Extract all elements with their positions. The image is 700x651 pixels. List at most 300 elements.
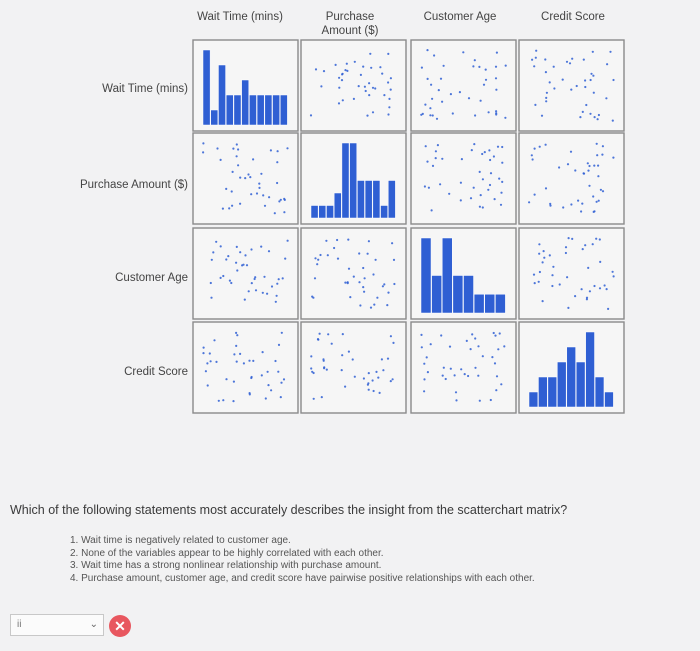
scatter-point bbox=[276, 161, 278, 163]
scatter-point bbox=[421, 346, 423, 348]
scatter-point bbox=[482, 178, 484, 180]
scatter-point bbox=[494, 198, 496, 200]
scatter-point bbox=[323, 366, 325, 368]
histogram-bar bbox=[586, 332, 595, 407]
scatter-point bbox=[220, 277, 222, 279]
scatter-point bbox=[551, 285, 553, 287]
scatter-point bbox=[545, 71, 547, 73]
scatter-point bbox=[493, 332, 495, 334]
scatter-point bbox=[590, 79, 592, 81]
scatter-point bbox=[338, 102, 340, 104]
scatter-point bbox=[222, 399, 224, 401]
matrix-cell bbox=[519, 228, 624, 319]
scatter-point bbox=[392, 342, 394, 344]
scatter-point bbox=[431, 98, 433, 100]
scatter-point bbox=[542, 261, 544, 263]
scatter-point bbox=[549, 254, 551, 256]
scatter-point bbox=[362, 66, 364, 68]
scatter-point bbox=[552, 266, 554, 268]
scatter-point bbox=[222, 275, 224, 277]
scatter-point bbox=[231, 190, 233, 192]
histogram-bar bbox=[453, 276, 463, 314]
scatter-point bbox=[276, 283, 278, 285]
scatter-point bbox=[390, 77, 392, 79]
row-label: Credit Score bbox=[124, 366, 188, 378]
scatter-point bbox=[278, 344, 280, 346]
scatter-point bbox=[320, 85, 322, 87]
scatter-point bbox=[280, 396, 282, 398]
histogram-bar bbox=[495, 294, 505, 313]
scatter-point bbox=[243, 362, 245, 364]
scatter-point bbox=[220, 245, 222, 247]
scatter-point bbox=[586, 298, 588, 300]
scatter-point bbox=[246, 264, 248, 266]
scatter-point bbox=[260, 246, 262, 248]
scatter-point bbox=[390, 89, 392, 91]
scatter-point bbox=[286, 147, 288, 149]
scatter-point bbox=[239, 251, 241, 253]
scatter-point bbox=[344, 69, 346, 71]
scatter-point bbox=[485, 79, 487, 81]
scatter-point bbox=[581, 288, 583, 290]
scatter-point bbox=[341, 354, 343, 356]
scatter-point bbox=[581, 203, 583, 205]
scatter-point bbox=[237, 148, 239, 150]
answer-options bbox=[70, 535, 535, 585]
scatter-point bbox=[379, 66, 381, 68]
scatter-point bbox=[461, 158, 463, 160]
scatter-point bbox=[319, 333, 321, 335]
scatter-point bbox=[275, 301, 277, 303]
scatter-point bbox=[584, 244, 586, 246]
scatter-point bbox=[582, 248, 584, 250]
scatter-point bbox=[393, 283, 395, 285]
scatter-point bbox=[495, 77, 497, 79]
scatter-point bbox=[606, 63, 608, 65]
scatter-point bbox=[372, 273, 374, 275]
scatter-point bbox=[587, 267, 589, 269]
scatter-point bbox=[496, 375, 498, 377]
scatter-point bbox=[235, 332, 237, 334]
scatter-point bbox=[584, 86, 586, 88]
scatter-point bbox=[485, 69, 487, 71]
scatter-point bbox=[263, 276, 265, 278]
scatter-point bbox=[534, 194, 536, 196]
scatter-point bbox=[426, 49, 428, 51]
scatter-point bbox=[335, 64, 337, 66]
scatter-point bbox=[317, 259, 319, 261]
scatter-point bbox=[428, 187, 430, 189]
scatter-point bbox=[480, 100, 482, 102]
scatter-point bbox=[333, 247, 335, 249]
scatter-point bbox=[251, 282, 253, 284]
scatter-point bbox=[218, 400, 220, 402]
matrix-cell bbox=[411, 40, 516, 131]
scatter-point bbox=[341, 79, 343, 81]
scatter-point bbox=[559, 283, 561, 285]
scatter-point bbox=[592, 51, 594, 53]
scatter-point bbox=[590, 73, 592, 75]
histogram-bar bbox=[365, 181, 372, 219]
scatter-point bbox=[368, 82, 370, 84]
scatter-point bbox=[321, 396, 323, 398]
scatter-point bbox=[533, 65, 535, 67]
scatter-point bbox=[489, 184, 491, 186]
scatter-point bbox=[420, 334, 422, 336]
scatter-point bbox=[533, 274, 535, 276]
scatter-point bbox=[424, 185, 426, 187]
scatter-point bbox=[474, 114, 476, 116]
scatter-point bbox=[474, 337, 476, 339]
scatter-point bbox=[387, 53, 389, 55]
scatter-point bbox=[607, 308, 609, 310]
scatter-point bbox=[604, 284, 606, 286]
scatter-point bbox=[442, 375, 444, 377]
scatter-point bbox=[368, 94, 370, 96]
scatter-point bbox=[454, 374, 456, 376]
matrix-cell bbox=[193, 322, 298, 413]
scatter-point bbox=[220, 159, 222, 161]
row-label: Wait Time (mins) bbox=[102, 83, 188, 95]
scatter-point bbox=[605, 97, 607, 99]
scatter-point bbox=[314, 277, 316, 279]
scatter-point bbox=[460, 182, 462, 184]
scatter-point bbox=[342, 333, 344, 335]
scatter-point bbox=[487, 189, 489, 191]
scatter-point bbox=[210, 297, 212, 299]
scatter-point bbox=[233, 353, 235, 355]
scatter-point bbox=[247, 173, 249, 175]
scatter-point bbox=[323, 360, 325, 362]
chevron-down-icon: ⌄ bbox=[89, 619, 98, 630]
scatter-point bbox=[283, 378, 285, 380]
scatter-point bbox=[538, 243, 540, 245]
scatter-point bbox=[377, 377, 379, 379]
scatter-point bbox=[354, 376, 356, 378]
histogram-bar bbox=[226, 95, 233, 125]
scatter-point bbox=[462, 51, 464, 53]
scatter-point bbox=[282, 277, 284, 279]
scatter-point bbox=[313, 398, 315, 400]
matrix-cell bbox=[411, 322, 516, 413]
histogram-bar bbox=[421, 238, 431, 313]
histogram-bar bbox=[242, 80, 249, 125]
scatter-point bbox=[278, 200, 280, 202]
scatter-point bbox=[225, 188, 227, 190]
scatter-point bbox=[435, 150, 437, 152]
scatter-point bbox=[539, 146, 541, 148]
scatter-point bbox=[344, 282, 346, 284]
scatter-point bbox=[354, 61, 356, 63]
scatter-point bbox=[431, 209, 433, 211]
scatter-point bbox=[443, 367, 445, 369]
histogram-bar bbox=[381, 206, 388, 219]
scatter-point bbox=[425, 145, 427, 147]
scatter-point bbox=[429, 114, 431, 116]
scatter-point bbox=[387, 358, 389, 360]
scatter-point bbox=[390, 335, 392, 337]
scatter-point bbox=[203, 347, 205, 349]
scatter-point bbox=[233, 381, 235, 383]
scatter-point bbox=[248, 290, 250, 292]
scatter-point bbox=[209, 352, 211, 354]
scatter-point bbox=[460, 368, 462, 370]
histogram-bar bbox=[319, 206, 326, 219]
scatter-point bbox=[474, 367, 476, 369]
scatter-point bbox=[528, 201, 530, 203]
scatter-point bbox=[225, 378, 227, 380]
answer-select-value: ii bbox=[17, 619, 22, 630]
scatter-point bbox=[228, 207, 230, 209]
scatter-point bbox=[549, 81, 551, 83]
scatter-point bbox=[587, 170, 589, 172]
histogram-bar bbox=[576, 362, 585, 407]
scatter-point bbox=[346, 63, 348, 65]
scatter-point bbox=[612, 157, 614, 159]
scatter-point bbox=[597, 175, 599, 177]
scatter-point bbox=[368, 240, 370, 242]
scatter-point bbox=[313, 372, 315, 374]
scatter-point bbox=[310, 355, 312, 357]
scatter-point bbox=[491, 356, 493, 358]
scatter-point bbox=[495, 110, 497, 112]
scatter-point bbox=[362, 267, 364, 269]
scatter-point bbox=[599, 287, 601, 289]
scatter-point bbox=[375, 259, 377, 261]
histogram-bar bbox=[280, 95, 287, 125]
scatter-point bbox=[388, 106, 390, 108]
scatter-point bbox=[382, 369, 384, 371]
scatter-point bbox=[535, 57, 537, 59]
scatter-point bbox=[266, 293, 268, 295]
scatter-point bbox=[441, 158, 443, 160]
scatter-point bbox=[331, 343, 333, 345]
scatter-point bbox=[235, 345, 237, 347]
scatter-point bbox=[268, 196, 270, 198]
scatter-point bbox=[372, 111, 374, 113]
scatter-point bbox=[207, 384, 209, 386]
scatter-point bbox=[534, 104, 536, 106]
scatter-point bbox=[239, 353, 241, 355]
scatter-point bbox=[215, 361, 217, 363]
scatter-point bbox=[316, 263, 318, 265]
scatter-point bbox=[310, 114, 312, 116]
histogram-bar bbox=[342, 143, 349, 218]
scatter-point bbox=[490, 399, 492, 401]
scatter-point bbox=[367, 384, 369, 386]
histogram-bar bbox=[557, 362, 566, 407]
scatter-point bbox=[353, 98, 355, 100]
histogram-bar bbox=[373, 181, 380, 219]
histogram-bar bbox=[326, 206, 333, 219]
scatter-point bbox=[477, 375, 479, 377]
answer-select[interactable] bbox=[10, 614, 104, 636]
scatter-point bbox=[579, 116, 581, 118]
scatter-point bbox=[436, 118, 438, 120]
scatter-point bbox=[422, 113, 424, 115]
scatter-point bbox=[567, 163, 569, 165]
scatter-point bbox=[545, 100, 547, 102]
scatter-point bbox=[612, 120, 614, 122]
scatter-point bbox=[336, 239, 338, 241]
scatter-point bbox=[429, 107, 431, 109]
scatter-point bbox=[264, 205, 266, 207]
scatter-point bbox=[546, 92, 548, 94]
scatter-point bbox=[562, 79, 564, 81]
scatter-point bbox=[236, 334, 238, 336]
scatter-point bbox=[541, 115, 543, 117]
scatter-point bbox=[368, 389, 370, 391]
scatter-point bbox=[544, 58, 546, 60]
scatter-point bbox=[364, 277, 366, 279]
scatter-point bbox=[277, 150, 279, 152]
scatter-point bbox=[455, 391, 457, 393]
scatter-point bbox=[582, 111, 584, 113]
scatter-point bbox=[338, 77, 340, 79]
scatter-point bbox=[381, 73, 383, 75]
scatter-point bbox=[426, 161, 428, 163]
histogram-bar bbox=[474, 294, 484, 313]
scatter-point bbox=[551, 274, 553, 276]
scatter-point bbox=[387, 113, 389, 115]
scatter-point bbox=[448, 193, 450, 195]
scatter-point bbox=[553, 87, 555, 89]
histogram-bar bbox=[432, 276, 442, 314]
histogram-bar bbox=[595, 377, 604, 407]
scatter-point bbox=[372, 379, 374, 381]
scatter-point bbox=[596, 154, 598, 156]
scatter-point bbox=[372, 87, 374, 89]
x-icon: ✕ bbox=[109, 615, 131, 637]
scatter-point bbox=[495, 113, 497, 115]
scatter-point bbox=[468, 97, 470, 99]
scatter-point bbox=[576, 85, 578, 87]
scatter-point bbox=[500, 383, 502, 385]
scatter-point bbox=[262, 351, 264, 353]
scatter-point bbox=[571, 238, 573, 240]
scatter-point bbox=[390, 380, 392, 382]
scatter-point bbox=[498, 178, 500, 180]
scatter-point bbox=[593, 285, 595, 287]
scatter-point bbox=[538, 253, 540, 255]
scatter-point bbox=[440, 334, 442, 336]
scatter-point bbox=[244, 177, 246, 179]
scatter-point bbox=[212, 251, 214, 253]
scatter-point bbox=[274, 212, 276, 214]
scatter-point bbox=[265, 397, 267, 399]
scatter-point bbox=[326, 369, 328, 371]
scatter-point bbox=[327, 333, 329, 335]
scatter-point bbox=[267, 384, 269, 386]
scatter-point bbox=[598, 200, 600, 202]
histogram-bar bbox=[548, 377, 557, 407]
matrix-cell bbox=[301, 40, 406, 131]
scatter-point bbox=[600, 189, 602, 191]
scatter-point bbox=[596, 201, 598, 203]
scatter-point bbox=[430, 343, 432, 345]
scatter-point bbox=[593, 92, 595, 94]
scatter-point bbox=[497, 146, 499, 148]
scatter-point bbox=[583, 59, 585, 61]
scatter-point bbox=[565, 252, 567, 254]
scatter-point bbox=[473, 187, 475, 189]
option-4: 4. Purchase amount, customer age, and credit score have pairwise positive relationships with each other. bbox=[70, 572, 535, 584]
scatter-point bbox=[602, 190, 604, 192]
matrix-cell bbox=[519, 40, 624, 131]
scatter-point bbox=[496, 52, 498, 54]
scatter-point bbox=[249, 392, 251, 394]
scatter-point bbox=[596, 143, 598, 145]
scatter-point bbox=[612, 271, 614, 273]
histogram-bar bbox=[334, 193, 341, 218]
scatter-point bbox=[202, 151, 204, 153]
scatter-point bbox=[570, 89, 572, 91]
scatter-point bbox=[202, 352, 204, 354]
scatter-point bbox=[252, 158, 254, 160]
scatter-point bbox=[599, 238, 601, 240]
scatter-point bbox=[567, 307, 569, 309]
scatter-point bbox=[383, 283, 385, 285]
scatter-point bbox=[488, 149, 490, 151]
scatter-point bbox=[477, 345, 479, 347]
scatter-point bbox=[427, 78, 429, 80]
scatter-point bbox=[211, 259, 213, 261]
scatter-point bbox=[570, 203, 572, 205]
scatter-point bbox=[584, 79, 586, 81]
scatter-point bbox=[244, 254, 246, 256]
scatter-point bbox=[346, 70, 348, 72]
scatter-point bbox=[558, 166, 560, 168]
scatter-point bbox=[483, 84, 485, 86]
scatter-point bbox=[571, 58, 573, 60]
option-1: 1. Wait time is negatively related to customer age. bbox=[70, 535, 291, 546]
histogram-bar bbox=[249, 95, 256, 125]
scatter-point bbox=[505, 65, 507, 67]
scatter-point bbox=[250, 193, 252, 195]
scatter-point bbox=[242, 264, 244, 266]
scatter-point bbox=[216, 147, 218, 149]
scatter-point bbox=[588, 165, 590, 167]
scatter-point bbox=[374, 87, 376, 89]
scatter-point bbox=[589, 290, 591, 292]
scatter-point bbox=[495, 89, 497, 91]
scatter-point bbox=[281, 332, 283, 334]
scatter-point bbox=[484, 151, 486, 153]
histogram-bar bbox=[311, 206, 318, 219]
scatter-point bbox=[601, 154, 603, 156]
scatter-point bbox=[388, 98, 390, 100]
histogram-bar bbox=[265, 95, 272, 125]
scatter-point bbox=[368, 372, 370, 374]
scatter-point bbox=[423, 363, 425, 365]
scatter-point bbox=[237, 164, 239, 166]
scatter-point bbox=[488, 111, 490, 113]
scatter-point bbox=[341, 369, 343, 371]
row-label: Purchase Amount ($) bbox=[79, 179, 188, 191]
scatter-point bbox=[542, 300, 544, 302]
scatter-point bbox=[367, 253, 369, 255]
scatter-point bbox=[248, 360, 250, 362]
histogram-bar bbox=[203, 50, 210, 125]
scatter-point bbox=[232, 400, 234, 402]
matrix-cell bbox=[519, 133, 624, 224]
scatter-point bbox=[348, 268, 350, 270]
scatter-point bbox=[423, 378, 425, 380]
scatter-point bbox=[358, 85, 360, 87]
scatter-point bbox=[471, 333, 473, 335]
scatter-point bbox=[473, 143, 475, 145]
scatter-point bbox=[479, 171, 481, 173]
